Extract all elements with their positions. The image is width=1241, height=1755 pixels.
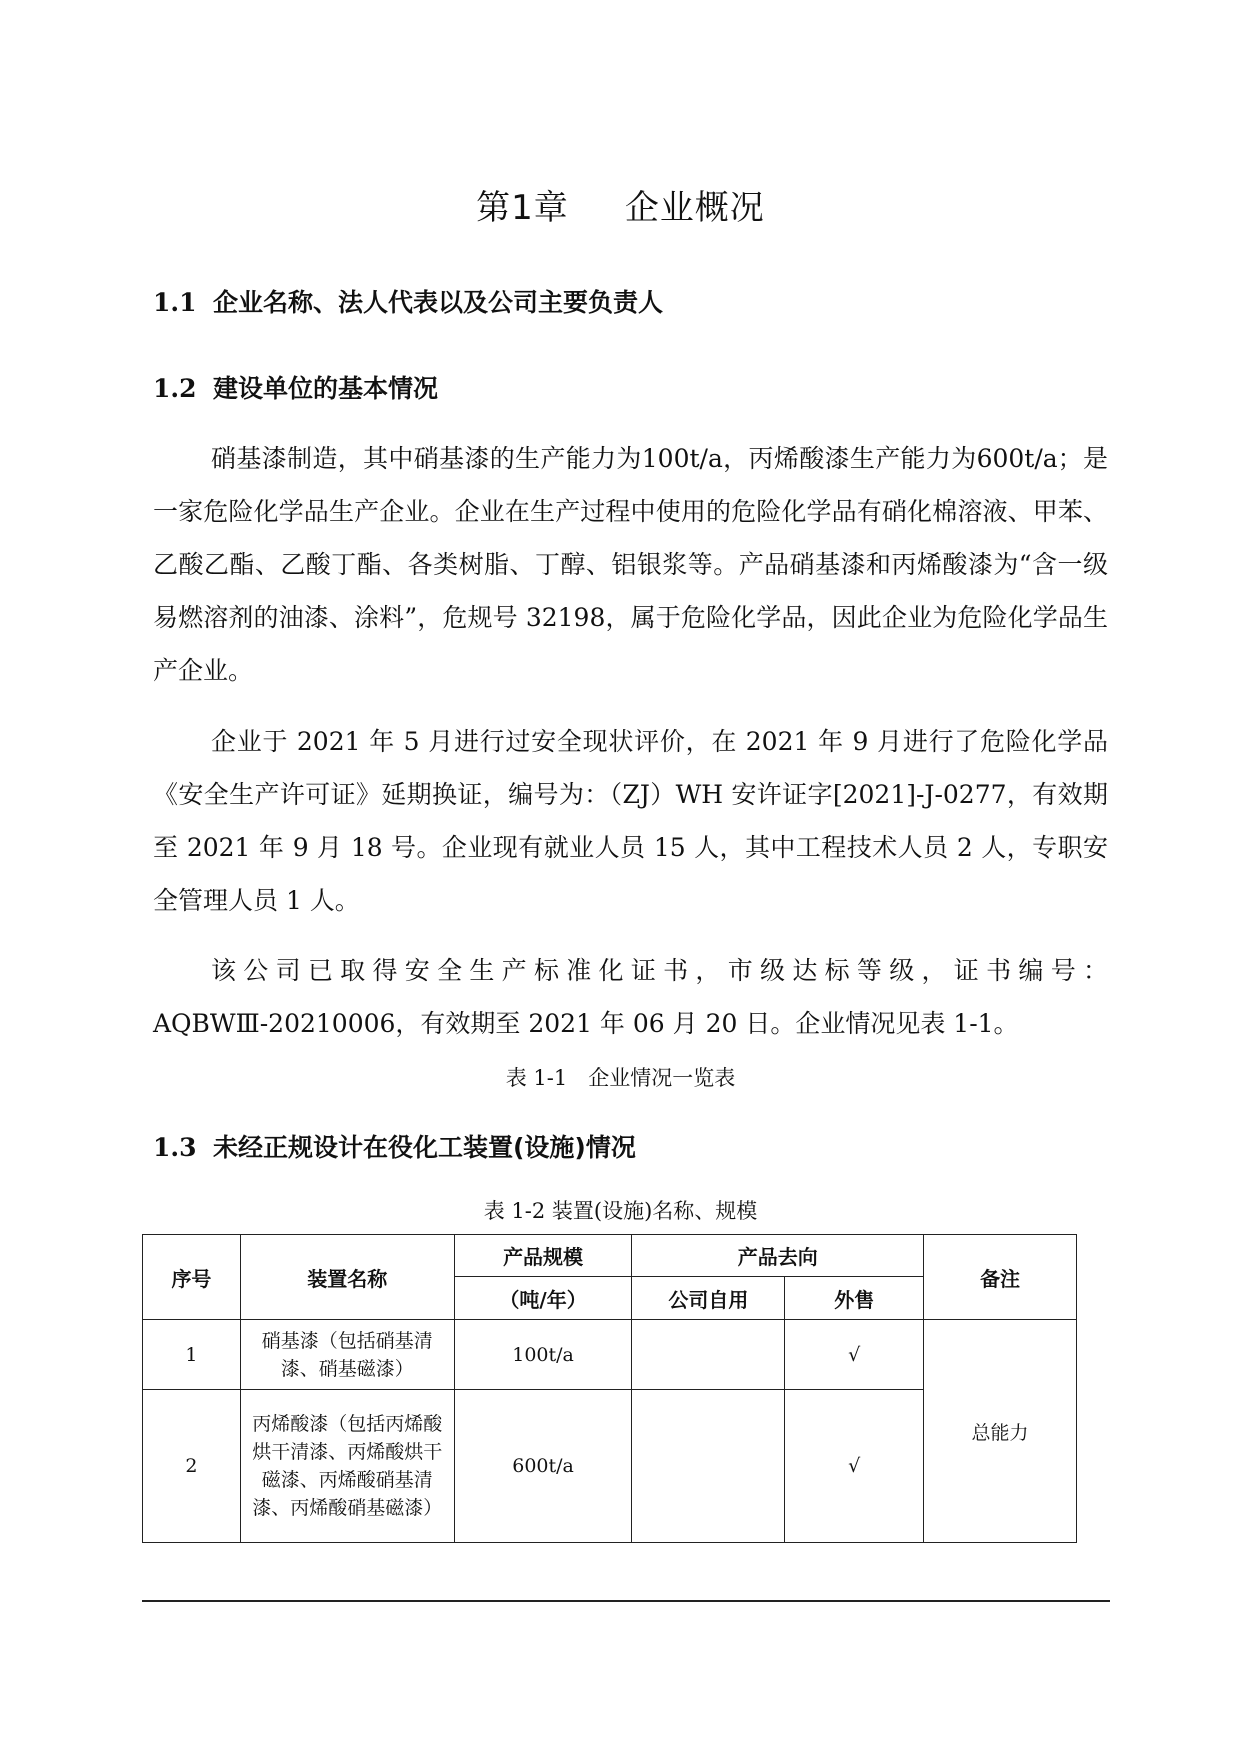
- chapter-number: 第1章: [476, 188, 569, 228]
- row-seq: 2: [143, 1390, 241, 1543]
- header-seq: 序号: [143, 1235, 241, 1320]
- row-self-use: [632, 1390, 785, 1543]
- header-self-use: 公司自用: [632, 1277, 785, 1320]
- section-heading-1-1: [153, 283, 663, 319]
- section-title: 未经正规设计在役化工装置(设施)情况: [213, 1133, 636, 1162]
- row-sale: √: [785, 1390, 924, 1543]
- row-remark: 总能力: [924, 1320, 1077, 1543]
- section-title: 企业名称、法人代表以及公司主要负责人: [213, 288, 664, 317]
- header-scale: 产品规模: [454, 1235, 632, 1277]
- paragraph-certificate: 该公司已取得安全生产标准化证书，市级达标等级，证书编号：AQBWⅢ-20210006，有效期至 2021 年 06 月 20 日。企业情况见表 1-1。: [153, 956, 1108, 1038]
- row-device-name: 丙烯酸漆（包括丙烯酸烘干清漆、丙烯酸烘干磁漆、丙烯酸硝基清漆、丙烯酸硝基磁漆）: [240, 1390, 454, 1543]
- header-scale-unit: （吨/年）: [454, 1277, 632, 1320]
- table-row: [143, 1320, 1077, 1390]
- section-number: 1.1: [153, 288, 197, 317]
- section-title: 建设单位的基本情况: [213, 374, 439, 403]
- device-table: [142, 1234, 1077, 1543]
- footer-divider: [142, 1600, 1110, 1602]
- table-header-row: [143, 1235, 1077, 1277]
- chapter-title: [0, 180, 1241, 229]
- section-heading-1-3: [153, 1128, 636, 1164]
- chapter-name: 企业概况: [624, 188, 765, 228]
- header-sale: 外售: [785, 1277, 924, 1320]
- row-sale: √: [785, 1320, 924, 1390]
- row-self-use: [632, 1320, 785, 1390]
- row-scale: 600t/a: [454, 1390, 632, 1543]
- section-number: 1.2: [153, 374, 197, 403]
- paragraph-basic-info: 硝基漆制造，其中硝基漆的生产能力为100t/a，丙烯酸漆生产能力为600t/a；是一家危险化学品生产企业。企业在生产过程中使用的危险化学品有硝化棉溶液、甲苯、乙酸乙酯、乙酸丁酯、各类树脂、丁醇、铝银浆等。产品硝基漆和丙烯酸漆为“含一级易燃溶剂的油漆、涂料”，危规号 32198，属于危险化学品，因此企业为危险化学品生产企业。: [153, 444, 1108, 685]
- row-scale: 100t/a: [454, 1320, 632, 1390]
- section-heading-1-2: [153, 369, 438, 405]
- header-device-name: 装置名称: [240, 1235, 454, 1320]
- row-device-name: 硝基漆（包括硝基清漆、硝基磁漆）: [240, 1320, 454, 1390]
- table-1-2-caption: 表 1-2 装置(设施)名称、规模: [483, 1199, 758, 1223]
- paragraph-license: 企业于 2021 年 5 月进行过安全现状评价，在 2021 年 9 月进行了危险化学品《安全生产许可证》延期换证，编号为：（ZJ）WH 安许证字[2021]-J-0277，有效期至 2021 年 9 月 18 号。企业现有就业人员 15 人，其中工程技术人员 2 人，专职安全管理人员 1 人。: [153, 727, 1108, 915]
- row-seq: 1: [143, 1320, 241, 1390]
- section-number: 1.3: [153, 1133, 197, 1162]
- header-product-direction: 产品去向: [632, 1235, 924, 1277]
- header-remark: 备注: [924, 1235, 1077, 1320]
- table-1-1-caption: 表 1-1 企业情况一览表: [505, 1066, 736, 1090]
